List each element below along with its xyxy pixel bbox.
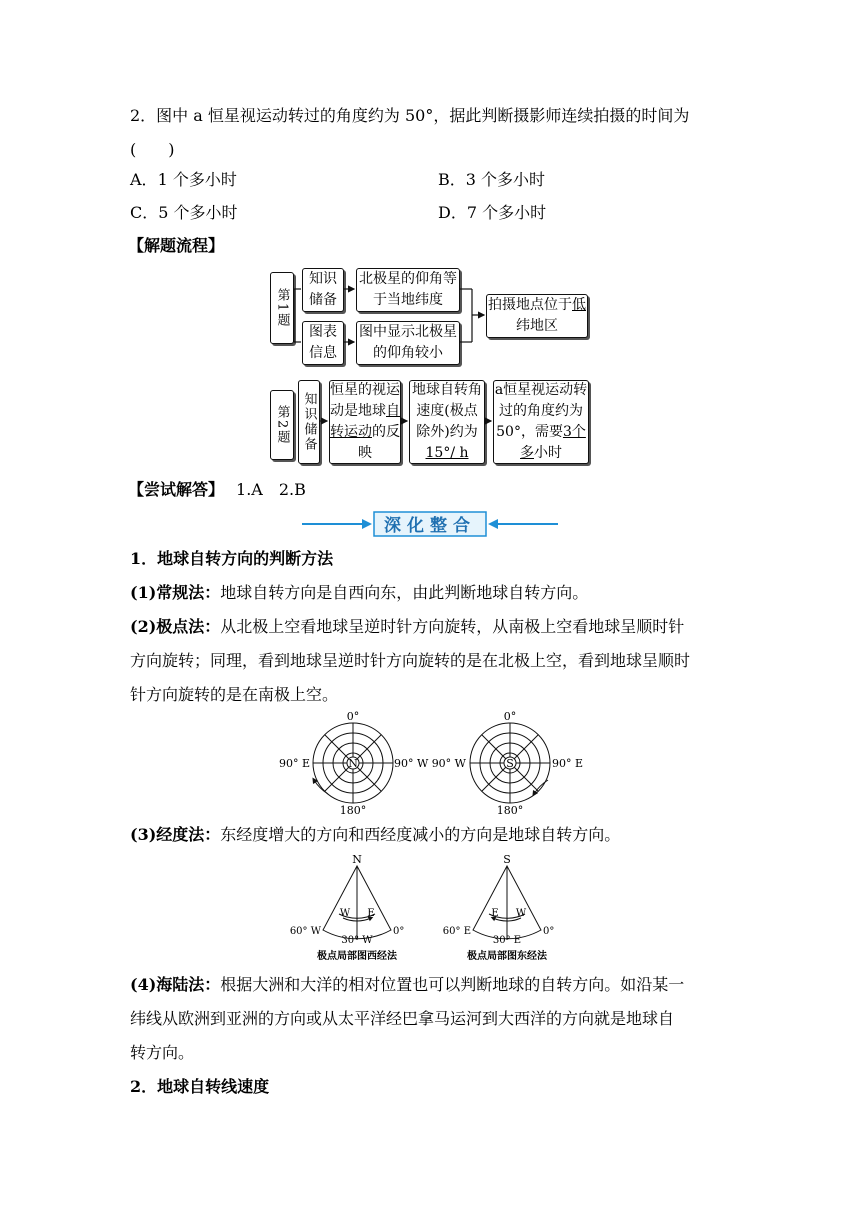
flow-q1-label: 第1题 bbox=[270, 272, 294, 344]
flow-q1-result: 拍摄地点位于低纬地区 bbox=[486, 294, 588, 338]
west-right: 0° bbox=[393, 926, 405, 937]
flow-q2-box1: 恒星的视运动是地球自转运动的反映 bbox=[329, 380, 401, 464]
option-b[interactable]: B．3 个多小时 bbox=[438, 170, 546, 189]
sec1-p4-l3: 转方向。 bbox=[130, 1043, 195, 1062]
sec1-p2-l2: 方向旋转；同理，看到地球呈逆时针方向旋转的是在北极上空，看到地球呈顺时 bbox=[130, 651, 691, 670]
flow-connectors bbox=[0, 0, 860, 480]
question-stem: 2．图中 a 恒星视运动转过的角度约为 50°，据此判断摄影师连续拍摄的时间为 bbox=[130, 106, 690, 125]
polar-figure bbox=[270, 708, 600, 820]
flow-header: 【解题流程】 bbox=[128, 236, 225, 255]
flow-q2-box2: 地球自转角速度(极点除外)约为15°/ h bbox=[409, 380, 485, 464]
south-center: S bbox=[506, 757, 514, 770]
flow-q1-knowledge-text: 北极星的仰角等于当地纬度 bbox=[356, 268, 460, 312]
west-l: W bbox=[339, 908, 351, 919]
flow-q2-box3: a恒星视运动转过的角度约为50°，需要3个多小时 bbox=[493, 380, 589, 464]
west-sector bbox=[323, 866, 391, 940]
west-mid: 30° W bbox=[341, 935, 373, 946]
east-l: E bbox=[491, 908, 499, 919]
option-d[interactable]: D．7 个多小时 bbox=[438, 203, 547, 222]
option-c[interactable]: C．5 个多小时 bbox=[130, 203, 238, 222]
east-sector bbox=[473, 866, 541, 940]
answer-line bbox=[128, 480, 306, 500]
sec1-p2-l1: (2)极点法：从北极上空看地球呈逆时针方向旋转，从南极上空看地球呈顺时针 bbox=[130, 617, 685, 636]
north-bottom: 180° bbox=[339, 804, 367, 817]
sec1-p4-l2: 纬线从欧洲到亚洲的方向或从太平洋经巴拿马运河到大西洋的方向就是地球自 bbox=[130, 1009, 675, 1028]
sec1-title: 1．地球自转方向的判断方法 bbox=[130, 549, 334, 568]
north-right: 90° W bbox=[394, 757, 429, 770]
option-a[interactable]: A．1 个多小时 bbox=[130, 170, 237, 189]
west-r: E bbox=[367, 908, 375, 919]
west-caption: 极点局部图西经法 bbox=[317, 951, 397, 962]
west-pole: N bbox=[352, 853, 362, 866]
east-pole: S bbox=[503, 853, 511, 866]
answer-paren: ( ) bbox=[130, 140, 175, 159]
sec1-p3: (3)经度法：东经度增大的方向和西经度减小的方向是地球自转方向。 bbox=[130, 825, 621, 844]
north-top: 0° bbox=[346, 710, 360, 723]
east-left: 60° E bbox=[442, 926, 471, 937]
west-left: 60° W bbox=[289, 926, 321, 937]
flow-q1-chart-text: 图中显示北极星的仰角较小 bbox=[356, 321, 460, 365]
answer-label: 【尝试解答】 bbox=[128, 480, 225, 499]
east-r: W bbox=[515, 908, 527, 919]
section-banner bbox=[300, 510, 560, 538]
answer-text: 1.A 2.B bbox=[236, 480, 306, 499]
sec1-p1: (1)常规法：地球自转方向是自西向东，由此判断地球自转方向。 bbox=[130, 583, 589, 602]
south-bottom: 180° bbox=[496, 804, 524, 817]
north-center: N bbox=[348, 757, 358, 770]
sec2-title: 2．地球自转线速度 bbox=[130, 1077, 270, 1096]
north-left: 90° E bbox=[278, 757, 310, 770]
flow-q2-label: 第2题 bbox=[270, 390, 294, 460]
banner-title: 深化整合 bbox=[384, 516, 476, 536]
south-right: 90° E bbox=[552, 757, 584, 770]
east-right: 0° bbox=[543, 926, 555, 937]
sec1-p2-l3: 针方向旋转的是在南极上空。 bbox=[130, 685, 339, 704]
sec1-p4-l1: (4)海陆法：根据大洲和大洋的相对位置也可以判断地球的自转方向。如沿某一 bbox=[130, 975, 685, 994]
south-left: 90° W bbox=[431, 757, 466, 770]
east-caption: 极点局部图东经法 bbox=[467, 951, 547, 962]
flow-q1-knowledge: 知识储备 bbox=[302, 268, 344, 312]
east-mid: 30° E bbox=[492, 935, 522, 946]
sector-figure bbox=[289, 852, 575, 964]
south-top: 0° bbox=[503, 710, 517, 723]
flow-q1-chart-info: 图表信息 bbox=[302, 321, 344, 365]
flow-q2-knowledge: 知识储备 bbox=[298, 380, 320, 464]
